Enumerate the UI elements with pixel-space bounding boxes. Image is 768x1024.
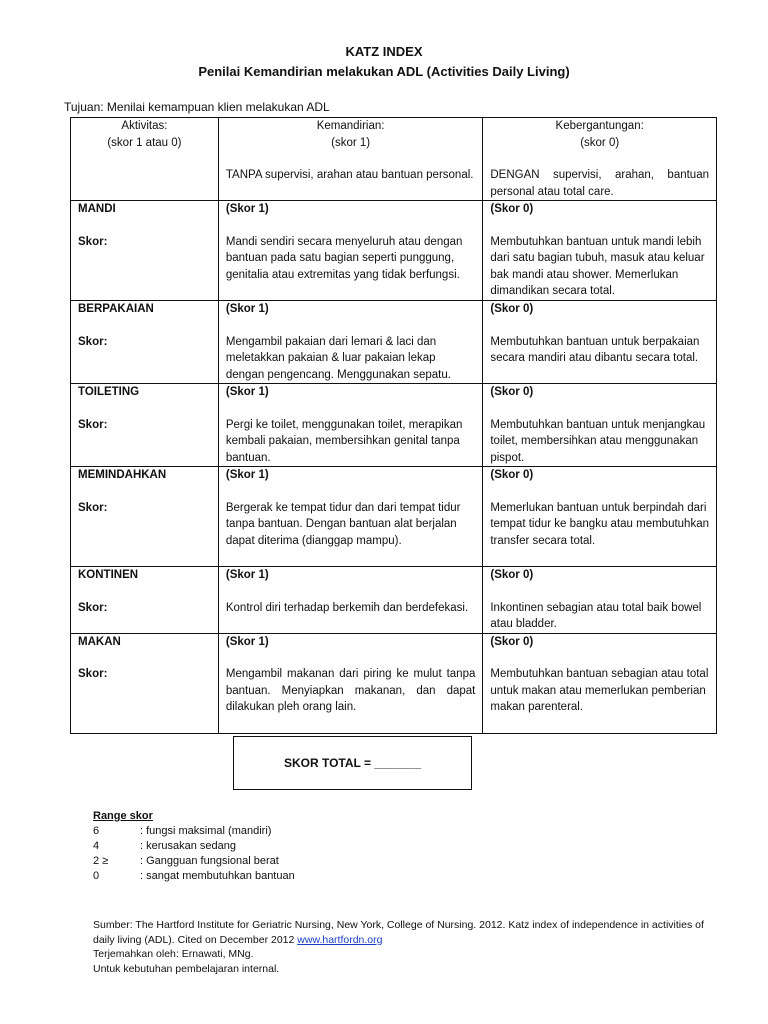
range-value: : kerusakan sedang bbox=[140, 840, 237, 852]
list-item bbox=[93, 854, 295, 869]
katz-index-table bbox=[70, 117, 717, 734]
header-dependence-desc: DENGAN supervisi, arahan, bantuan personal atau total care. bbox=[490, 169, 709, 198]
dependence-score: (Skor 0) bbox=[490, 386, 534, 398]
independence-score: (Skor 1) bbox=[225, 469, 269, 481]
score-label: Skor: bbox=[78, 601, 108, 614]
range-value: : fungsi maksimal (mandiri) bbox=[140, 825, 272, 837]
header-independence-desc: TANPA supervisi, arahan atau bantuan personal. bbox=[225, 169, 474, 181]
header-independence-sub: (skor 1) bbox=[331, 136, 371, 149]
table-row bbox=[71, 384, 717, 467]
dependence-score: (Skor 0) bbox=[490, 635, 534, 648]
source-citation bbox=[93, 918, 721, 947]
purpose-text: Tujuan: Menilai kemampuan klien melakukan ADL bbox=[64, 100, 330, 114]
activity-name: MANDI bbox=[78, 203, 116, 215]
independence-score: (Skor 1) bbox=[225, 203, 269, 215]
activity-name: TOILETING bbox=[78, 386, 140, 398]
table-row bbox=[71, 467, 717, 567]
list-item bbox=[93, 839, 295, 854]
header-independence-cell bbox=[218, 118, 483, 201]
independence-desc: Pergi ke toilet, menggunakan toilet, merapikan kembali pakaian, membersihkan genital tanpa bantuan. bbox=[225, 418, 463, 464]
internal-use-note: Untuk kebutuhan pembelajaran internal. bbox=[93, 962, 280, 975]
list-item bbox=[93, 869, 295, 884]
independence-score: (Skor 1) bbox=[225, 635, 269, 648]
header-activity-title: Aktivitas: bbox=[121, 120, 168, 132]
score-label: Skor: bbox=[78, 335, 108, 348]
dependence-score: (Skor 0) bbox=[490, 203, 534, 215]
independence-desc: Mengambil makanan dari piring ke mulut tanpa bantuan. Menyiapkan makanan, dan dapat dilakukan pleh orang lain. bbox=[225, 668, 476, 713]
dependence-desc: Membutuhkan bantuan sebagian atau total untuk makan atau memerlukan pemberian makan parenteral. bbox=[490, 668, 709, 713]
activity-name: MAKAN bbox=[78, 635, 121, 648]
table-row bbox=[71, 301, 717, 384]
score-range-legend bbox=[93, 809, 295, 884]
table-header-row bbox=[71, 118, 717, 201]
header-activity-sub: (skor 1 atau 0) bbox=[107, 136, 182, 149]
list-item bbox=[93, 824, 295, 839]
header-dependence-title: Kebergantungan: bbox=[555, 120, 644, 132]
header-activity-cell bbox=[71, 118, 219, 201]
dependence-desc: Membutuhkan bantuan untuk berpakaian secara mandiri atau dibantu secara total. bbox=[490, 335, 700, 364]
independence-score: (Skor 1) bbox=[225, 569, 269, 581]
score-label: Skor: bbox=[78, 235, 108, 248]
range-key: 4 bbox=[93, 840, 100, 852]
document-title: KATZ INDEX bbox=[345, 44, 423, 59]
dependence-score: (Skor 0) bbox=[490, 303, 534, 315]
header-independence-title: Kemandirian: bbox=[316, 120, 385, 132]
header-dependence-sub: (skor 0) bbox=[580, 136, 620, 149]
activity-name: MEMINDAHKAN bbox=[78, 469, 167, 481]
total-score-label: SKOR TOTAL = _______ bbox=[283, 756, 422, 770]
document-subtitle: Penilai Kemandirian melakukan ADL (Activities Daily Living) bbox=[198, 64, 570, 79]
range-title: Range skor bbox=[93, 810, 153, 822]
independence-desc: Bergerak ke tempat tidur dan dari tempat tidur tanpa bantuan. Dengan bantuan alat berjalan dapat diterima (dianggap mampu). bbox=[225, 501, 461, 547]
score-label: Skor: bbox=[78, 668, 108, 680]
independence-score: (Skor 1) bbox=[225, 386, 269, 398]
independence-score: (Skor 1) bbox=[225, 303, 269, 315]
range-key: 6 bbox=[93, 825, 100, 837]
activity-name: BERPAKAIAN bbox=[78, 303, 154, 315]
independence-desc: Mandi sendiri secara menyeluruh atau dengan bantuan pada satu bagian seperti punggung, genitalia atau extremitas yang tidak berfungsi. bbox=[225, 235, 463, 281]
range-value: : Gangguan fungsional berat bbox=[140, 855, 279, 867]
table-row bbox=[71, 567, 717, 634]
range-key: 2 ≥ bbox=[93, 855, 109, 867]
table-row bbox=[71, 201, 717, 301]
source-link[interactable]: www.hartfordn.org bbox=[297, 933, 383, 946]
dependence-score: (Skor 0) bbox=[490, 569, 534, 581]
header-dependence-cell bbox=[483, 118, 717, 201]
dependence-desc: Membutuhkan bantuan untuk menjangkau toilet, membersihkan atau menggunakan pispot. bbox=[490, 418, 706, 464]
independence-desc: Mengambil pakaian dari lemari & laci dan meletakkan pakaian & luar pakaian lekap dengan pengencang. Menggunakan sepatu. bbox=[225, 335, 451, 381]
dependence-desc: Membutuhkan bantuan untuk mandi lebih dari satu bagian tubuh, masuk atau keluar bak mandi atau shower. Memerlukan dimandikan secara total. bbox=[490, 235, 705, 297]
source-text: Sumber: The Hartford Institute for Geriatric Nursing, New York, College of Nursing. 2012. Katz index of independence in activities of daily living (ADL). Cited on December 2012 bbox=[93, 919, 704, 946]
translator-credit: Terjemahkan oleh: Ernawati, MNg. bbox=[93, 948, 254, 960]
range-key: 0 bbox=[93, 870, 100, 882]
activity-name: KONTINEN bbox=[78, 569, 139, 581]
total-score-box bbox=[233, 736, 472, 790]
score-label: Skor: bbox=[78, 501, 108, 514]
dependence-desc: Inkontinen sebagian atau total baik bowel atau bladder. bbox=[490, 601, 702, 630]
independence-desc: Kontrol diri terhadap berkemih dan berdefekasi. bbox=[225, 601, 469, 614]
source-footer bbox=[93, 918, 721, 976]
dependence-score: (Skor 0) bbox=[490, 469, 534, 481]
table-row bbox=[71, 633, 717, 733]
range-value: : sangat membutuhkan bantuan bbox=[140, 870, 295, 882]
score-label: Skor: bbox=[78, 418, 108, 431]
dependence-desc: Memerlukan bantuan untuk berpindah dari tempat tidur ke bangku atau membutuhkan transfer secara total. bbox=[490, 501, 709, 547]
